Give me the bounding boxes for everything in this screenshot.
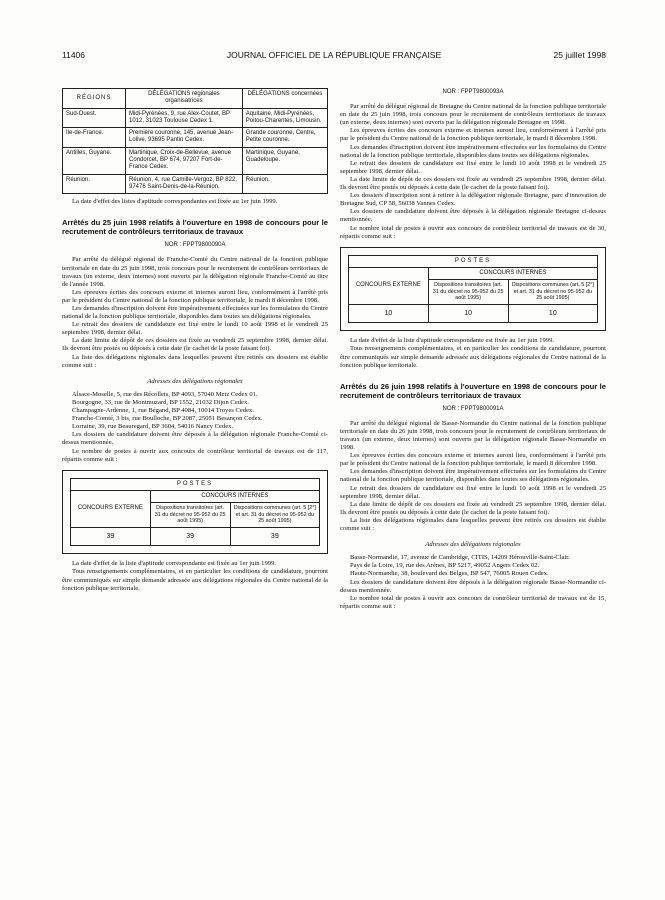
concours-externe-label: CONCOURS EXTERNE — [71, 491, 151, 528]
paragraph: Les épreuves écrites des concours externe et internes auront lieu, conformément à l'arrêté pris par le président du Centre national de la fonction publique territoriale, le mardi 8 décembre 1998. — [62, 288, 328, 304]
paragraph: Le retrait des dossiers de candidature est fixé entre le lundi 10 août 1998 et le vendredi 25 septembre 1998, dernier délai. — [340, 484, 606, 500]
issue-date: 25 juillet 1998 — [553, 50, 606, 60]
paragraph: Les épreuves écrites des concours externe et internes auront lieu, conformément à l'arrêté pris par le président du Centre national de la fonction publique territoriale, le mardi 8 décembre 1998. — [340, 127, 606, 143]
paragraph: Par arrêté du délégué régional de Bretagne du Centre national de la fonction publique territoriale en date du 25 juin 1998, trois concours pour le recrutement de contrôleurs territoriaux de travaux (un externe, deux internes) sont ouverts par la délégation régionale Bretagne en 1998. — [340, 103, 606, 127]
paragraph: Le retrait des dossiers de candidature est fixé entre le lundi 10 août 1998 et le vendredi 25 septembre 1998, dernier délai. — [62, 321, 328, 337]
paragraph: Le retrait des dossiers de candidature est fixé entre le lundi 10 août 1998 et le vendredi 25 septembre 1998, dernier délai. — [340, 159, 606, 175]
regions-table — [62, 88, 328, 194]
table-row — [63, 128, 328, 148]
paragraph: La date limite de dépôt de ces dossiers est fixée au vendredi 25 septembre 1998, dernier délai. Ils devront être postés ou déposés à cette date (le cachet de la poste faisant foi). — [62, 337, 328, 353]
address-item: Franche-Comté, 3 bis, rue Boulloche, BP 2087, 25051 Besançon Cedex. — [72, 415, 263, 423]
address-item: Lorraine, 39, rue Beauregard, BP 3604, 54016 Nancy Cedex. — [72, 423, 234, 431]
paragraph: Les demandes d'inscription doivent être impérativement effectuées sur les formulaires du Centre national de la fonction publique territoriale, disponibles dans toutes ses délégations régionales. — [62, 305, 328, 321]
paragraph: La liste des délégations régionales dans lesquelles peuvent être retirés ces dossiers est établie comme suit : — [62, 353, 328, 369]
paragraph: Tous renseignements complémentaires, et en particulier les conditions de candidature, pourront être communiqués sur simple demande adressée aux délégations régionales du Centre national de la fonction publique territoriale. — [62, 568, 328, 592]
concours-externe-label: CONCOURS EXTERNE — [349, 267, 429, 304]
concours-internes-label: CONCOURS INTERNES — [428, 267, 597, 279]
paragraph: Tous renseignements complémentaires, et en particulier les conditions de candidature, pourront être communiqués sur simple demande adressée aux délégations régionales du Centre national de la fonction publique territoriale. — [340, 345, 606, 369]
paragraph: La liste des délégations régionales dans lesquelles peuvent être retirés ces dossiers est établie comme suit : — [340, 516, 606, 533]
table-cell: Aquitaine, Midi-Pyrénées, Poitou-Charentes, Limousin. — [242, 108, 327, 128]
dispositions-communes: Dispositions communes (art. 5 [2°] et art. 31 du décret no 95-952 du 25 août 1995) — [230, 503, 319, 528]
paragraph: La date limite de dépôt de ces dossiers est fixée au vendredi 25 septembre 1998, dernier délai. Ils devront être postés ou déposés à cette date (le cachet de la poste faisant foi). — [340, 175, 606, 192]
address-item: Haute-Normandie, 38, boulevard des Belges, BP 547, 76005 Rouen Cedex. — [350, 570, 549, 578]
paragraph: Les dossiers d'inscription sont à retirer à la délégation régionale Bretagne, parc d'innovation de Bretagne Sud, CP 58, 56038 Vannes Cedex. — [340, 192, 606, 208]
postes-table — [70, 478, 320, 547]
postes-title: POSTES — [349, 255, 598, 267]
postes-table — [348, 255, 598, 324]
postes-value: 39 — [71, 528, 151, 546]
paragraph: Le nombre de postes à ouvrir aux concours de contrôleur territorial de travaux est de 117, répartis comme suit : — [62, 447, 328, 463]
page-number: 11406 — [62, 50, 86, 60]
table-cell: Sud-Ouest. — [63, 108, 126, 128]
postes-value: 39 — [150, 528, 230, 546]
address-item: Bourgogne, 33, rue de Montmuzard, BP 1552, 21032 Dijon Cedex. — [72, 398, 249, 406]
postes-title: POSTES — [71, 478, 320, 490]
paragraph: Le nombre total de postes à ouvrir aux concours de contrôleur territorial de travaux est de 30, répartis comme suit : — [340, 224, 606, 240]
paragraph: La date d'effet des listes d'aptitude correspondantes est fixée au 1er juin 1999. — [72, 198, 278, 206]
left-column — [62, 88, 328, 593]
table-cell: Réunion. — [63, 174, 126, 194]
col-header-concernees: DÉLÉGATIONS concernées — [242, 89, 327, 109]
dispositions-communes: Dispositions communes (art. 5 [2°] et art. 31 du décret no 95-952 du 25 août 1995) — [508, 280, 597, 305]
paragraph: Le nombre total de postes à ouvrir aux concours de contrôleur territorial de travaux est de 15, répartis comme suit : — [340, 594, 606, 610]
table-cell: Midi-Pyrénées, 9, rue Alex-Coutet, BP 1012, 31023 Toulouse Cedex 1. — [126, 108, 243, 128]
address-item: Alsace-Moselle, 5, rue des Récollets, BP 4093, 57040 Metz Cedex 01. — [72, 390, 258, 398]
table-cell: Réunion, 4, rue Camille-Vergoz, BP 822, 97476 Saint-Denis-de-la-Réunion. — [126, 174, 243, 194]
paragraph: La date limite de dépôt de ces dossiers est fixée au vendredi 25 septembre 1998, dernier délai. Ils devront être postés ou déposés à cette date (le cachet de la poste faisant foi). — [340, 500, 606, 516]
postes-box — [340, 247, 606, 332]
table-cell: Martinique, Croix-de-Bellevue, avenue Condorcet, BP 674, 97207 Fort-de-France Cedex. — [126, 147, 243, 174]
paragraph: Les dossiers de candidature doivent être déposés à la délégation régionale Franche-Comté ci-dessus mentionnée. — [62, 431, 328, 447]
table-cell: Grande couronne, Centre, Petite couronne. — [242, 128, 327, 148]
table-cell: Antilles, Guyane. — [63, 147, 126, 174]
page-header — [62, 50, 606, 64]
section-heading: Arrêtés du 26 juin 1998 relatifs à l'ouverture en 1998 de concours pour le recrutement de contrôleurs territoriaux de travaux — [340, 381, 606, 400]
postes-value: 39 — [230, 528, 319, 546]
col-header-organisatrices: DÉLÉGATIONS régionales organisatrices — [126, 89, 243, 109]
paragraph: Par arrêté du délégué régional de Basse-Normandie du Centre national de la fonction publique territoriale en date du 26 juin 1998, trois concours pour le recrutement de contrôleurs territoriaux de travaux (un externe, deux internes) sont ouverts par la délégation régionale Basse-Normandie en 1998. — [340, 419, 606, 452]
paragraph: La date d'effet de la liste d'aptitude correspondante est fixée au 1er juin 1999. — [72, 560, 277, 568]
table-cell: Ile-de-France. — [63, 128, 126, 148]
paragraph: La date d'effet de la liste d'aptitude correspondante est fixée au 1er juin 1999. — [350, 337, 555, 345]
nor-reference: NOR : FPPT9800091A — [442, 405, 504, 412]
address-item: Basse-Normandie, 17, avenue de Cambridge, CITIS, 14209 Hérouville-Saint-Clair. — [350, 554, 570, 562]
postes-value: 10 — [508, 305, 597, 323]
table-cell: Réunion. — [242, 174, 327, 194]
table-cell: Première couronne, 145, avenue Jean-Lolive, 93695 Pantin Cedex. — [126, 128, 243, 148]
table-header-row — [63, 89, 328, 109]
addresses-title: Adresses des délégations régionales — [425, 541, 521, 549]
paragraph: Les dossiers de candidature doivent être déposés à la délégation régionale Bretagne ci-dessus mentionnée. — [340, 208, 606, 224]
nor-reference: NOR : FPPT9800090A — [164, 242, 226, 249]
address-item: Champagne-Ardenne, 1, rue Bégand, BP 4084, 10014 Troyes Cedex. — [72, 407, 254, 415]
postes-value: 10 — [349, 305, 429, 323]
address-item: Pays de la Loire, 19, rue des Arènes, BP 5217, 49052 Angers Cedex 02. — [350, 562, 540, 570]
dispositions-transitoires: Dispositions transitoires (art. 31 du décret no 95-952 du 25 août 1995) — [150, 503, 230, 528]
addresses-title: Adresses des délégations régionales — [147, 377, 243, 385]
table-row — [63, 108, 328, 128]
postes-value: 10 — [428, 305, 508, 323]
nor-reference: NOR : FPPT9800093A — [442, 89, 504, 95]
right-column — [340, 88, 606, 611]
paragraph: Les demandes d'inscription doivent être impérativement effectuées sur les formulaires du Centre national de la fonction publique territoriale, disponibles dans toutes ses délégations régionales. — [340, 143, 606, 159]
postes-box — [62, 470, 328, 555]
paragraph: Les épreuves écrites des concours externe et internes auront lieu, conformément à l'arrêté pris par le président du Centre national de la fonction publique territoriale, le mardi 8 décembre 1998. — [340, 452, 606, 468]
table-row — [63, 174, 328, 194]
table-row — [63, 147, 328, 174]
journal-title: JOURNAL OFFICIEL DE LA RÉPUBLIQUE FRANÇAISE — [226, 50, 442, 60]
concours-internes-label: CONCOURS INTERNES — [150, 491, 319, 503]
table-cell: Martinique, Guyane, Guadeloupe. — [242, 147, 327, 174]
col-header-regions: RÉGIONS — [63, 89, 126, 109]
section-heading: Arrêtés du 25 juin 1998 relatifs à l'ouverture en 1998 de concours pour le recrutement de contrôleurs territoriaux de travaux — [62, 218, 328, 237]
paragraph: Les demandes d'inscription doivent être impérativement effectuées sur les formulaires du Centre national de la fonction publique territoriale, disponibles dans toutes ses délégations régionales. — [340, 468, 606, 484]
paragraph: Les dossiers de candidature doivent être déposés à la délégation régionale Basse-Normandie ci-dessus mentionnée. — [340, 578, 606, 594]
paragraph: Par arrêté du délégué régional de Franche-Comté du Centre national de la fonction publique territoriale en date du 25 juin 1998, trois concours pour le recrutement de contrôleurs territoriaux de travaux (un externe, deux internes) sont ouverts par la délégation régionale Franche-Comté au titre de l'année 1998. — [62, 256, 328, 288]
dispositions-transitoires: Dispositions transitoires (art. 31 du décret no 95-952 du 25 août 1995) — [428, 280, 508, 305]
